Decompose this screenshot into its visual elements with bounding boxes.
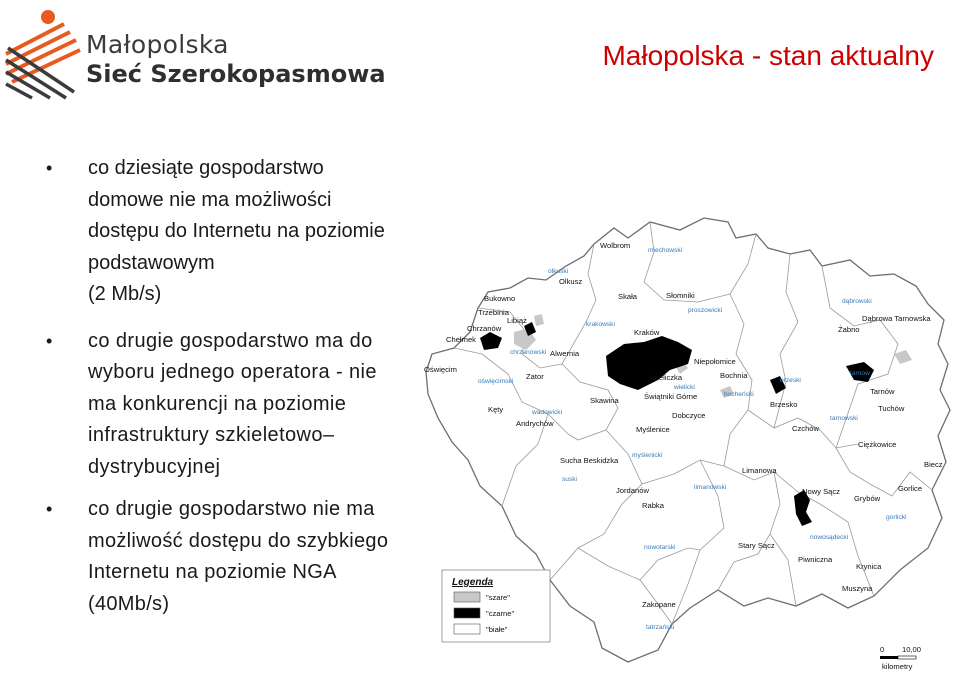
town-label: Tarnów	[870, 387, 895, 396]
map-legend	[442, 570, 550, 642]
logo-text-line1: Małopolska	[86, 30, 229, 59]
town-label: Trzebinia	[478, 308, 509, 317]
town-label: Skała	[618, 292, 637, 301]
bullet-list	[46, 153, 446, 620]
town-label: Limanowa	[742, 466, 777, 475]
county-label: nowotarski	[644, 544, 676, 551]
legend-item: "białe"	[486, 625, 508, 634]
town-label: Kęty	[488, 405, 504, 414]
county-label: bocheński	[724, 391, 754, 398]
town-label: Nowy Sącz	[802, 487, 840, 496]
logo	[4, 4, 386, 100]
legend-item: "czarne"	[486, 609, 515, 618]
county-label: krakowski	[586, 321, 615, 328]
county-label: suski	[562, 476, 578, 483]
logo-text-line2: Sieć Szerokopasmowa	[86, 60, 386, 88]
town-label: Rabka	[642, 501, 664, 510]
town-label: Andrychów	[516, 419, 554, 428]
county-label: gorlicki	[886, 514, 907, 521]
town-label: Myślenice	[636, 425, 670, 434]
town-label: Libiąż	[507, 316, 527, 325]
town-label: Jordanów	[616, 486, 649, 495]
legend-swatch-grey	[454, 592, 480, 602]
county-label: myślenicki	[632, 452, 663, 459]
legend-title: Legenda	[452, 577, 494, 588]
town-label: Czchów	[792, 424, 820, 433]
town-label: Muszyna	[842, 584, 873, 593]
town-label: Niepołomice	[694, 357, 736, 366]
town-label: Stary Sącz	[738, 541, 775, 550]
town-label: Olkusz	[559, 277, 583, 286]
bullet-item: • co drugie gospodarstwo nie ma możliwość dostępu do szybkiego Internetu na poziomie NGA (40Mb/s)	[46, 494, 446, 620]
town-label: Świątniki Górne	[644, 392, 698, 401]
town-label: Gorlice	[898, 484, 923, 493]
bullet-item: • co drugie gospodarstwo ma do wyboru jednego operatora - nie ma konkurencji na poziomie infrastruktury szkieletowo– dystrybucyjnej	[46, 326, 446, 484]
town-label: Zakopane	[642, 600, 676, 609]
county-label: miechowski	[648, 247, 683, 254]
logo-mark-icon	[4, 4, 86, 100]
town-label: Dąbrowa Tarnowska	[862, 314, 931, 323]
town-label: Bukowno	[484, 294, 516, 303]
town-label: Sucha Beskidzka	[560, 456, 619, 465]
county-label: chrzanowski	[510, 349, 547, 356]
town-label: Piwniczna	[798, 555, 833, 564]
town-label: Ciężkowice	[858, 440, 897, 449]
county-label: olkuski	[548, 268, 569, 275]
town-label: Dobczyce	[672, 411, 706, 420]
county-label: tarnowski	[830, 415, 858, 422]
town-label: Bochnia	[720, 371, 748, 380]
scale-bar	[880, 645, 921, 671]
county-label: limanowski	[694, 484, 727, 491]
broadband-map	[418, 204, 958, 673]
scale-tick: 10,00	[902, 645, 922, 654]
town-label: Oświęcim	[424, 365, 457, 374]
town-label: Grybów	[854, 494, 881, 503]
county-label: wadowicki	[532, 409, 563, 416]
town-label: Krynica	[856, 562, 882, 571]
county-label: tarnow	[850, 370, 870, 377]
county-label: proszowicki	[688, 307, 723, 314]
town-label: Żabno	[838, 325, 860, 334]
town-label: Zator	[526, 372, 544, 381]
legend-item: "szare"	[486, 593, 510, 602]
legend-swatch-white	[454, 624, 480, 634]
county-label: nowosądecki	[810, 534, 849, 541]
town-label: Słomniki	[666, 291, 695, 300]
scale-tick: 0	[880, 645, 885, 654]
town-label: Chełmek	[446, 335, 476, 344]
town-label: Wieliczka	[650, 373, 683, 382]
town-label: Wolbrom	[600, 241, 631, 250]
page-title: Małopolska - stan aktualny	[602, 40, 934, 71]
town-label: Chrzanów	[467, 324, 502, 333]
county-label: dąbrowski	[842, 298, 872, 305]
town-label: Skawina	[590, 396, 619, 405]
county-label: brzeski	[780, 377, 801, 384]
bullet-item: • co dziesiąte gospodarstwo domowe nie ma możliwości dostępu do Internetu na poziomie podstawowym (2 Mb/s)	[46, 153, 446, 311]
town-label: Biecz	[924, 460, 943, 469]
scale-unit: kilometry	[882, 662, 913, 671]
legend-swatch-black	[454, 608, 480, 618]
town-label: Brzesko	[770, 400, 798, 409]
county-label: wielicki	[674, 384, 695, 391]
town-label: Kraków	[634, 328, 660, 337]
town-label: Tuchów	[878, 404, 905, 413]
town-label: Alwernia	[550, 349, 580, 358]
county-label: oświęcimski	[478, 378, 514, 385]
county-label: tatrzański	[646, 624, 675, 631]
